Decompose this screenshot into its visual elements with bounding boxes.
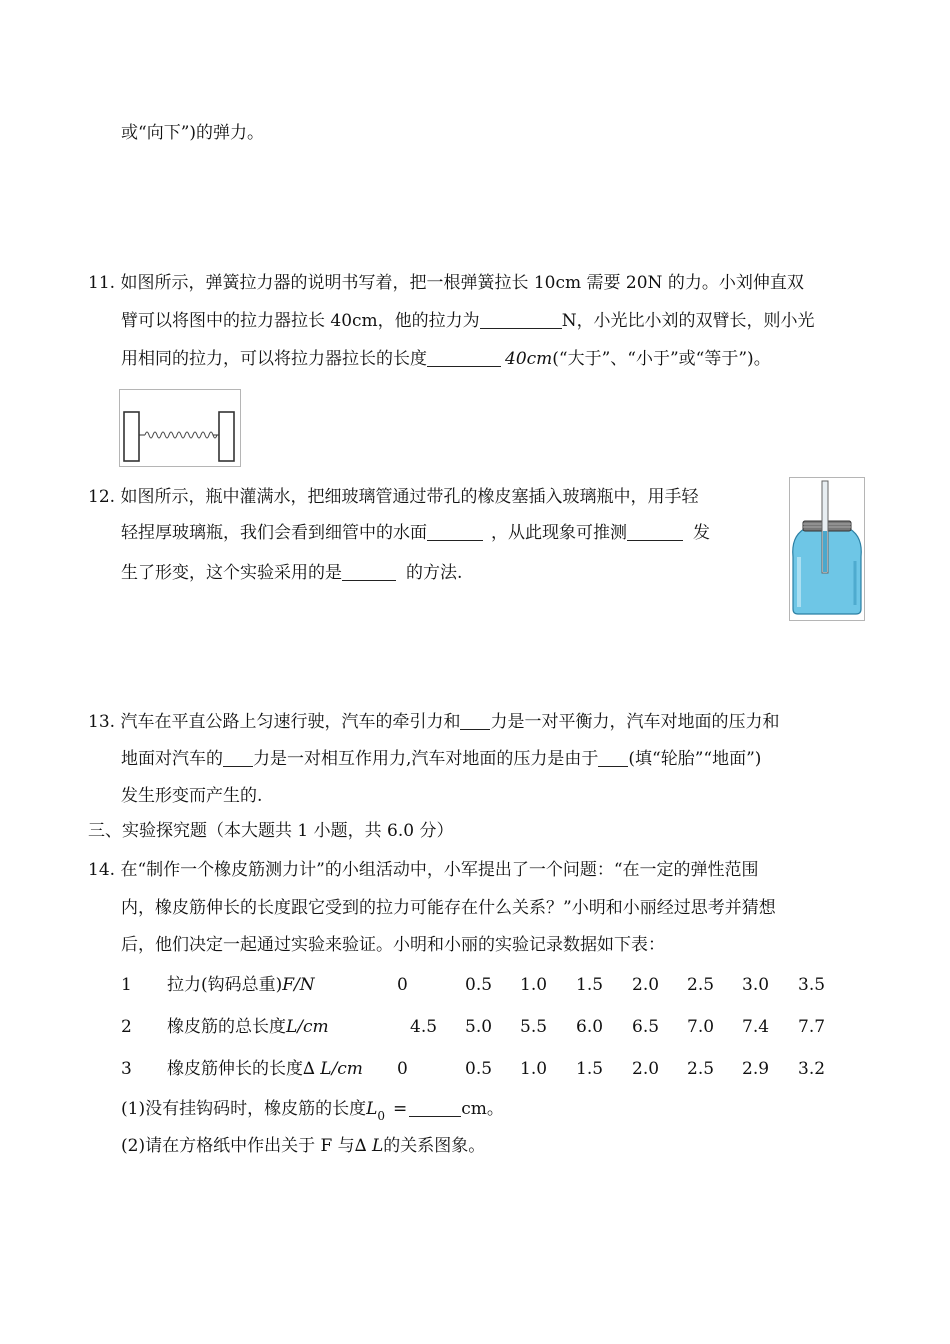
table-cell: 0 [397, 975, 408, 995]
table-cell: 1.0 [520, 1059, 548, 1079]
table-cell: 3.5 [798, 975, 826, 995]
table-cell: 1.5 [576, 1059, 604, 1079]
q14-line-1: 14. 在“制作一个橡皮筋测力计”的小组活动中，小军提出了一个问题：“在一定的弹性范围 [88, 860, 759, 880]
table-cell: 2.9 [742, 1059, 770, 1079]
table-cell: 2.0 [632, 975, 660, 995]
q14-sub1-unit: cm。 [461, 1099, 504, 1119]
q12-line-2 [121, 521, 710, 545]
table-cell: 7.4 [742, 1017, 770, 1037]
row-label: 橡皮筋伸长的长度∆ L/cm [167, 1059, 363, 1079]
q12-line-2-text-c: 发 [693, 523, 710, 543]
table-cell: 0.5 [465, 975, 493, 995]
q12-line-3 [121, 561, 462, 585]
q13-line-2-text-c: (填“轮胎”“地面”) [628, 749, 762, 769]
table-cell: 2.5 [687, 975, 715, 995]
q11-line-2 [121, 309, 815, 333]
table-row [0, 1015, 950, 1039]
table-row [0, 973, 950, 997]
q12-line-3-text-b: 的方法. [406, 563, 463, 583]
table-cell: 5.0 [465, 1017, 493, 1037]
q14-sub2-text-b: 的关系图象。 [383, 1136, 486, 1156]
spring-expander-figure [119, 389, 241, 467]
q14-sub1-equals: = [393, 1099, 408, 1119]
q12-line-2-text-a: 轻捏厚玻璃瓶，我们会看到细管中的水面 [121, 523, 427, 543]
row-label: 橡皮筋的总长度L/cm [167, 1017, 329, 1037]
row-number: 2 [121, 1017, 132, 1037]
q14-subquestion-2 [121, 1134, 485, 1158]
q11-line-1: 11. 如图所示，弹簧拉力器的说明书写着，把一根弹簧拉长 10cm 需要 20N 的力。小刘伸直双 [88, 273, 804, 293]
q14-subquestion-1 [121, 1097, 504, 1128]
table-cell: 6.5 [632, 1017, 660, 1037]
q14-sub2-symbol: ∆ L [354, 1136, 384, 1156]
q12-blank-object[interactable] [627, 523, 683, 541]
q12-line-1: 12. 如图所示，瓶中灌满水，把细玻璃管通过带孔的橡皮塞插入玻璃瓶中，用手轻 [88, 487, 699, 507]
table-cell: 7.7 [798, 1017, 826, 1037]
table-cell: 1.0 [520, 975, 548, 995]
q13-line-1-text-b: 力是一对平衡力，汽车对地面的压力和 [490, 712, 780, 732]
q10-tail: 或“向下”)的弹力。 [121, 123, 265, 143]
q13-blank-balance-force[interactable] [460, 712, 490, 730]
table-cell: 4.5 [410, 1017, 438, 1037]
q14-line-3: 后，他们决定一起通过实验来验证。小明和小丽的实验记录数据如下表： [121, 935, 665, 955]
q13-blank-reaction-force[interactable] [223, 749, 253, 767]
q12-line-2-text-b: ，从此现象可推测 [491, 523, 627, 543]
q12-blank-method[interactable] [342, 563, 396, 581]
row-label: 拉力(钩码总重)F/N [167, 975, 315, 995]
q13-line-2-text-a: 地面对汽车的 [121, 749, 223, 769]
q12-blank-water-level[interactable] [427, 523, 483, 541]
table-cell: 2.5 [687, 1059, 715, 1079]
q11-value-40cm: 40cm [505, 349, 553, 369]
q12-line-3-text-a: 生了形变，这个实验采用的是 [121, 563, 342, 583]
q13-blank-deformed-object[interactable] [598, 749, 628, 767]
q14-sub1-text-a: (1)没有挂钩码时，橡皮筋的长度 [121, 1099, 367, 1119]
table-cell: 7.0 [687, 1017, 715, 1037]
table-row [0, 1057, 950, 1081]
table-cell: 6.0 [576, 1017, 604, 1037]
row-number: 3 [121, 1059, 132, 1079]
q14-blank-original-length[interactable] [409, 1099, 461, 1117]
q14-sub1-subscript: 0 [377, 1109, 386, 1123]
table-cell: 5.5 [520, 1017, 548, 1037]
q13-line-2-text-b: 力是一对相互作用力,汽车对地面的压力是由于 [253, 749, 599, 769]
q13-line-1-text-a: 13. 汽车在平直公路上匀速行驶，汽车的牵引力和 [88, 712, 461, 732]
table-cell: 0 [397, 1059, 408, 1079]
q11-line-3-text-a: 用相同的拉力，可以将拉力器拉长的长度 [121, 349, 427, 369]
q14-line-2: 内，橡皮筋伸长的长度跟它受到的拉力可能存在什么关系？”小明和小丽经过思考并猜想 [121, 898, 776, 918]
q11-line-3-text-b: (“大于”、“小于”或“等于”)。 [552, 349, 771, 369]
water-bottle-figure [789, 477, 865, 621]
section-3-heading: 三、实验探究题（本大题共 1 小题，共 6.0 分） [88, 821, 454, 841]
q11-line-2-text-b: N，小光比小刘的双臂长，则小光 [561, 311, 815, 331]
table-cell: 3.0 [742, 975, 770, 995]
table-cell: 2.0 [632, 1059, 660, 1079]
q13-line-1 [88, 710, 779, 734]
q14-sub2-text-a: (2)请在方格纸中作出关于 F 与 [121, 1136, 355, 1156]
table-cell: 3.2 [798, 1059, 826, 1079]
q13-line-2 [121, 747, 761, 771]
table-cell: 0.5 [465, 1059, 493, 1079]
q11-line-2-text-a: 臂可以将图中的拉力器拉长 40cm，他的拉力为 [121, 311, 480, 331]
q13-line-3: 发生形变而产生的. [121, 786, 263, 806]
table-cell: 1.5 [576, 975, 604, 995]
row-number: 1 [121, 975, 132, 995]
q11-blank-force[interactable] [480, 311, 562, 329]
q11-line-3 [121, 347, 771, 371]
q11-blank-length[interactable] [427, 349, 501, 367]
q14-sub1-symbol: L [366, 1099, 378, 1119]
